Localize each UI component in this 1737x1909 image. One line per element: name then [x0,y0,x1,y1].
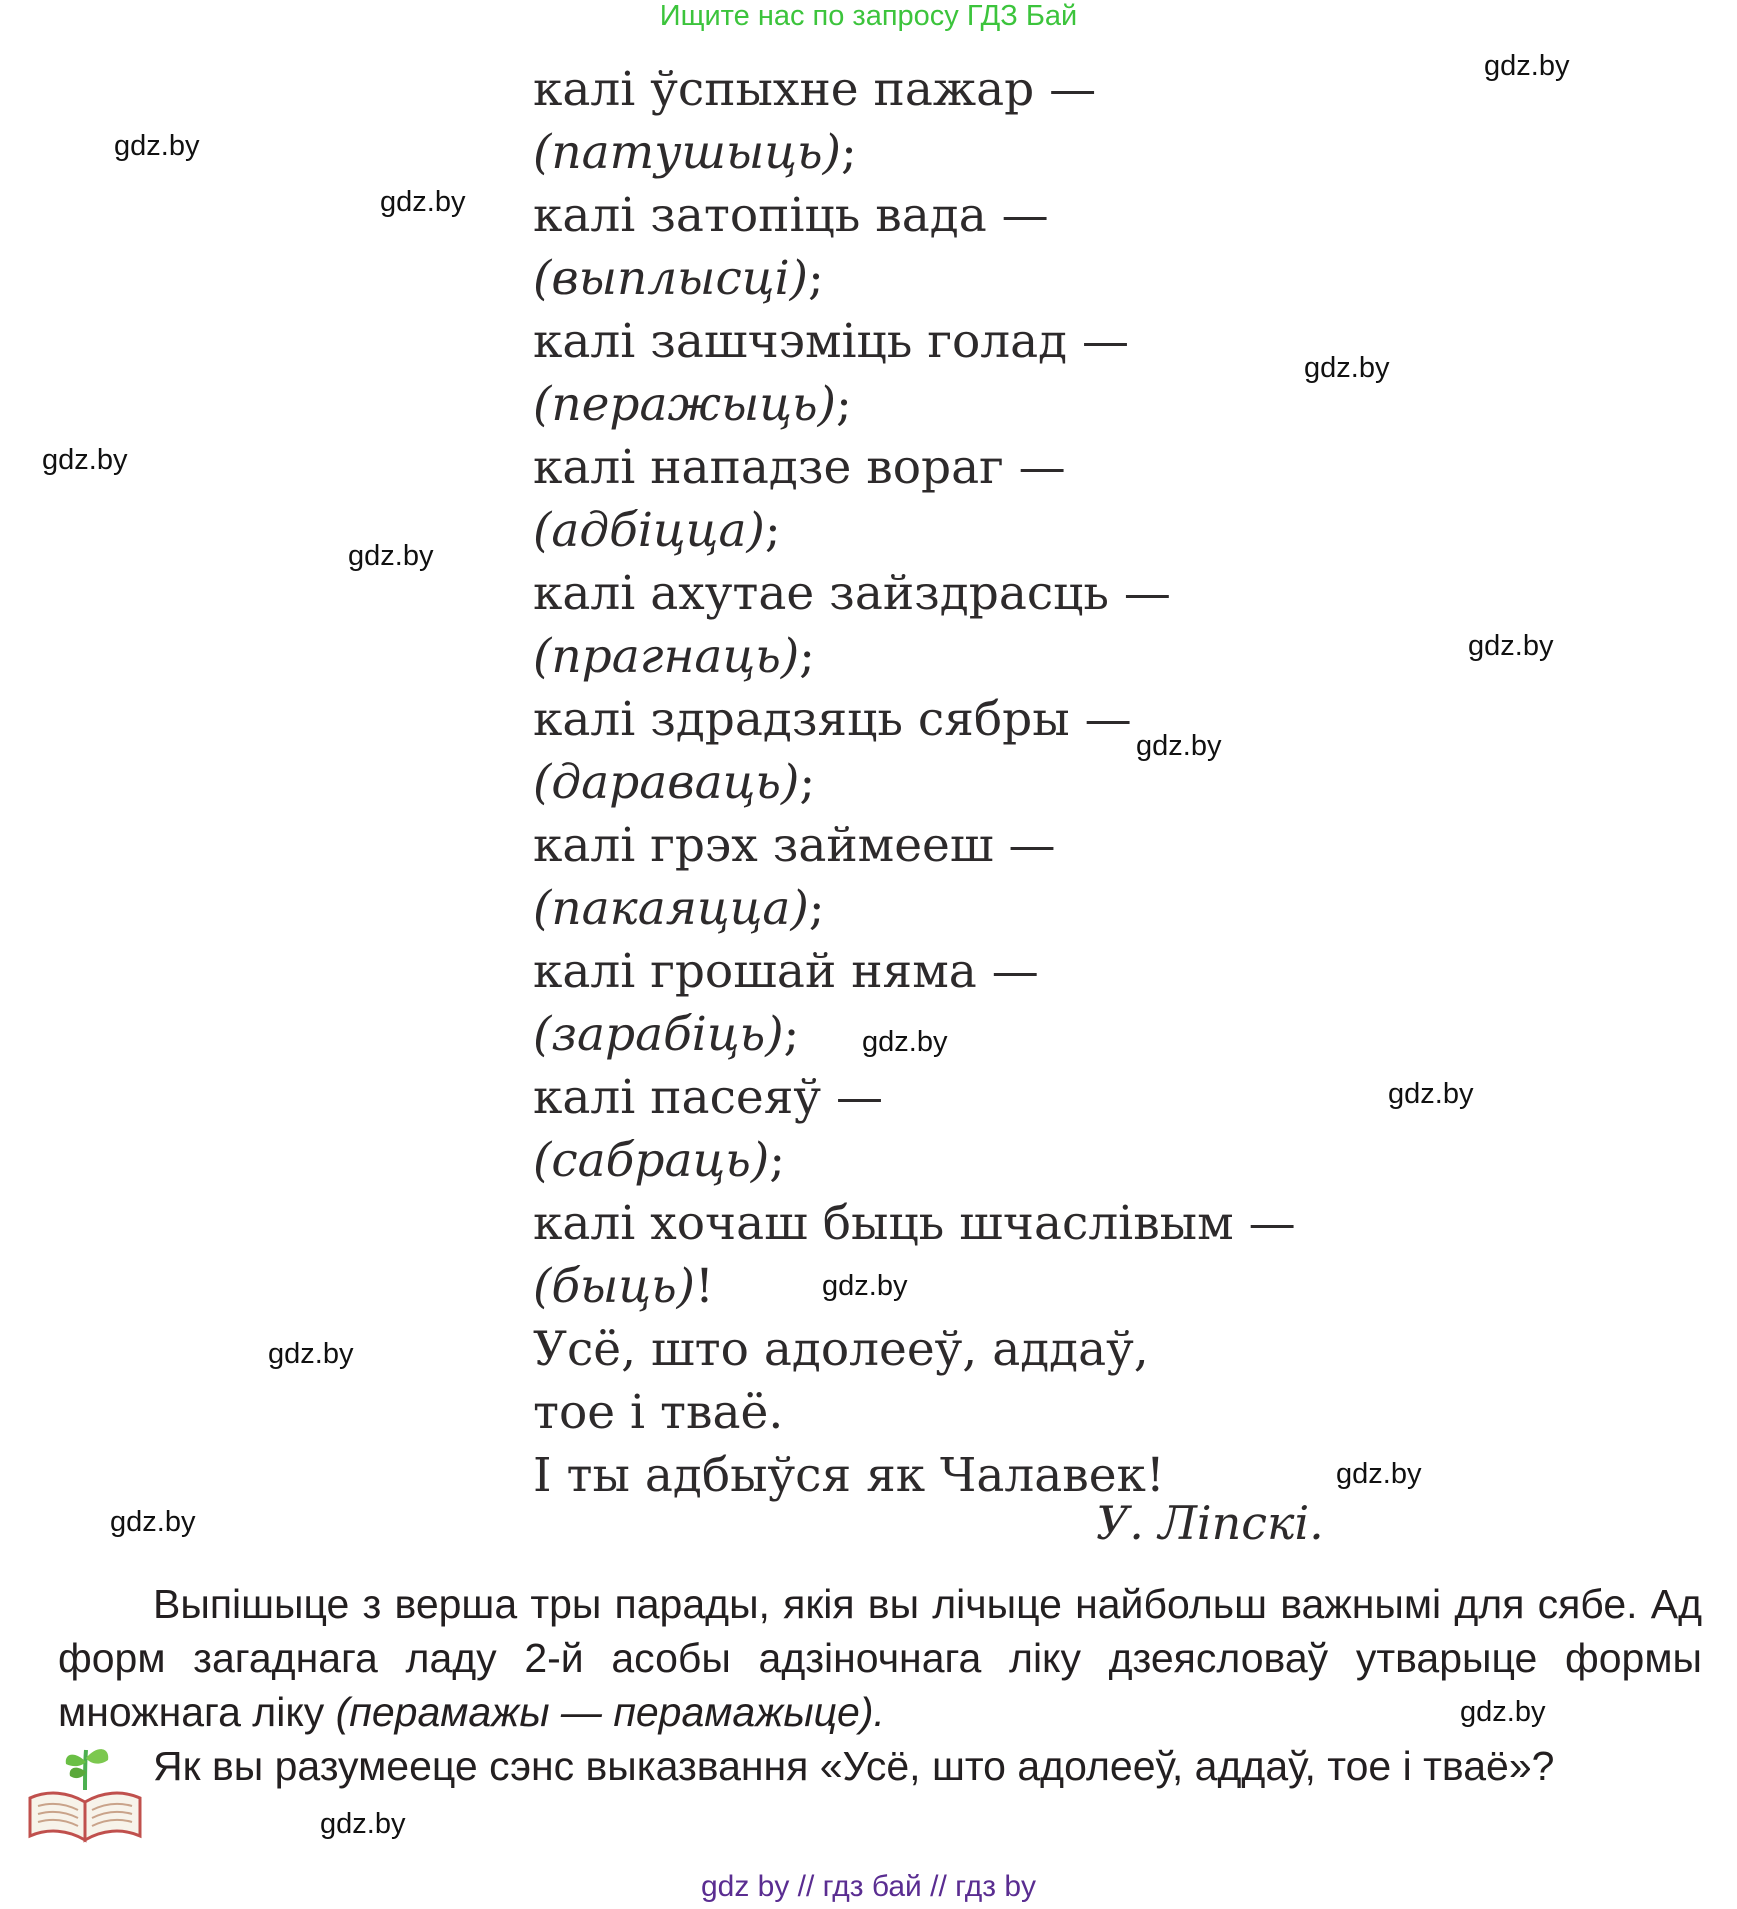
poem-line: калі грошай няма — [533,944,1039,999]
footer-links[interactable]: gdz by // гдз бай // гдз by [700,1870,1037,1903]
watermark: gdz.by [1484,50,1570,82]
poem-line: калі пасеяў — [533,1070,883,1125]
poem-line: (пакаяцца); [533,881,825,936]
watermark: gdz.by [1468,630,1554,662]
poem-line: калі хочаш быць шчаслівым — [533,1196,1296,1251]
watermark: gdz.by [114,130,200,162]
poem-line: (быць)! [533,1259,714,1314]
poem-line: калі здрадзяць сябры — [533,692,1132,747]
task-block [58,1577,1702,1793]
watermark: gdz.by [862,1026,948,1058]
poem-line: калі ахутае зайздрасць — [533,566,1171,621]
poem-line: (адбіцца); [533,503,781,558]
watermark: gdz.by [110,1506,196,1538]
poem-author: У. Ліпскі. [1096,1496,1324,1550]
poem-line: калі затопіць вада — [533,188,1049,243]
poem-line: (дараваць); [533,755,816,810]
watermark: gdz.by [822,1270,908,1302]
watermark: gdz.by [1304,352,1390,384]
poem [533,58,1433,1507]
poem-line: калі зашчэміць голад — [533,314,1129,369]
watermark: gdz.by [42,444,128,476]
poem-line: (патушыць); [533,125,857,180]
open-book-sprout-icon [26,1740,144,1844]
watermark: gdz.by [1136,730,1222,762]
poem-line: калі ўспыхне пажар — [533,62,1097,117]
poem-line: (прагнаць); [533,629,816,684]
poem-line: (выплысці); [533,251,824,306]
poem-line: тое і тваё. [533,1385,784,1440]
watermark: gdz.by [320,1808,406,1840]
poem-line: І ты адбыўся як Чалавек! [533,1448,1165,1503]
poem-line: калі грэх займееш — [533,818,1056,873]
watermark: gdz.by [268,1338,354,1370]
watermark: gdz.by [1336,1458,1422,1490]
poem-line: (зарабіць); [533,1007,800,1062]
watermark: gdz.by [380,186,466,218]
poem-line: (перажыць); [533,377,852,432]
poem-line: калі нападзе вораг — [533,440,1066,495]
task-question: Як вы разумееце сэнс выказвання «Усё, што адолееў, аддаў, тое і тваё»? [153,1743,1555,1789]
top-banner[interactable]: Ищите нас по запросу ГДЗ Бай [659,0,1078,32]
watermark: gdz.by [1388,1078,1474,1110]
poem-line: Усё, што адолееў, аддаў, [533,1322,1149,1377]
watermark: gdz.by [348,540,434,572]
task-instruction: Выпішыце з верша тры парады, якія вы лічыце найбольш важнымі для сябе. Ад форм загаднага ладу 2-й асобы адзіночнага ліку дзеясловаў утварыце формы множнага ліку (перамажы — перамажыце). [58,1581,1702,1735]
poem-line: (сабраць); [533,1133,786,1188]
watermark: gdz.by [1460,1696,1546,1728]
